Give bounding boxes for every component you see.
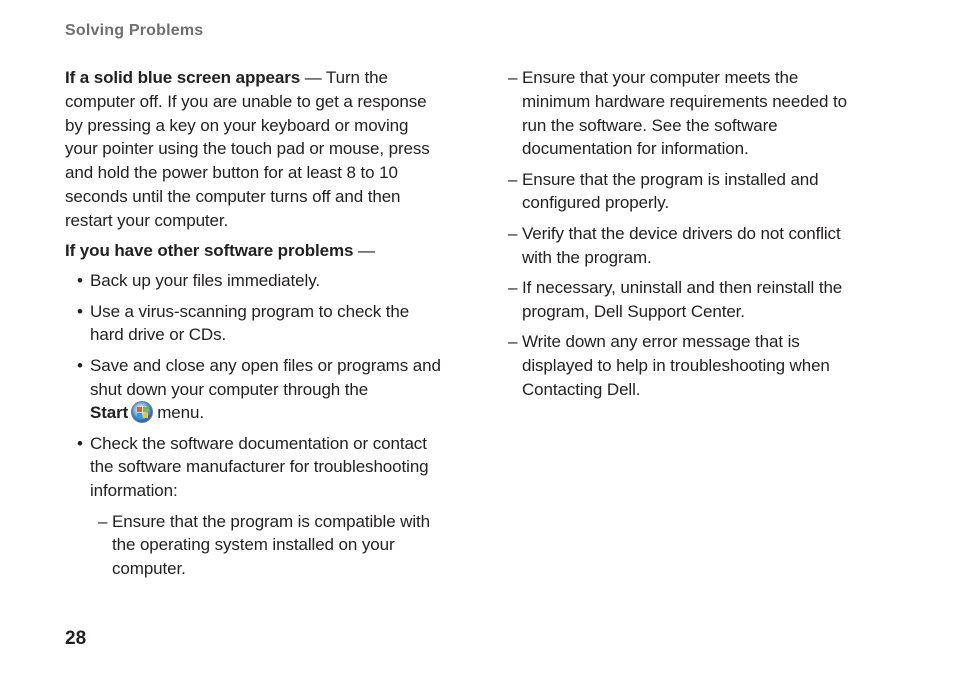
blue-screen-paragraph xyxy=(65,66,445,233)
blue-screen-text: — Turn the computer off. If you are unable to get a response by pressing a key on your keyboard or moving your pointer using the touch pad or mouse, press and hold the power button for at least 8 to 10 seconds until the computer turns off and then restart your computer. xyxy=(65,68,430,230)
other-software-heading: If you have other software problems xyxy=(65,241,354,261)
blue-screen-heading: If a solid blue screen appears xyxy=(65,68,301,87)
bullet-item xyxy=(65,432,445,503)
dash-text: If necessary, uninstall and then reinstall the program, Dell Support Center. xyxy=(522,277,843,321)
right-column xyxy=(508,66,868,408)
bullet-text: Save and close any open files or programs and shut down your computer through the xyxy=(90,355,441,399)
bullet-text: Check the software documentation or contact the software manufacturer for troubleshooting information: xyxy=(90,433,429,501)
bullet-mark: • xyxy=(77,271,83,291)
page-number: 28 xyxy=(65,628,87,649)
dash-mark: – xyxy=(508,68,518,87)
other-software-dash: — xyxy=(353,241,375,261)
left-column xyxy=(65,66,445,587)
dash-mark: – xyxy=(508,223,518,243)
dash-text: Ensure that your computer meets the minimum hardware requirements needed to run the software. See the software documentation for information. xyxy=(522,68,847,159)
bullet-text: Use a virus-scanning program to check the hard drive or CDs. xyxy=(90,301,410,345)
bullet-mark: • xyxy=(77,355,83,375)
dash-text: Verify that the device drivers do not conflict with the program. xyxy=(522,223,841,267)
bullet-item-start-menu xyxy=(65,354,445,425)
bullet-mark: • xyxy=(77,301,83,321)
section-header: Solving Problems xyxy=(65,22,204,39)
dash-item-nested xyxy=(98,510,445,581)
other-software-paragraph xyxy=(65,239,445,263)
dash-item xyxy=(508,66,868,161)
windows-start-orb-icon xyxy=(131,401,153,423)
dash-item xyxy=(508,222,868,270)
dash-item xyxy=(508,330,868,401)
dash-mark: – xyxy=(508,331,518,351)
dash-mark: – xyxy=(508,277,518,297)
dash-text: Write down any error message that is displayed to help in troubleshooting when Contacting Dell. xyxy=(522,331,830,399)
dash-text: Ensure that the program is compatible with the operating system installed on your computer. xyxy=(112,511,431,579)
dash-mark: – xyxy=(508,169,518,189)
dash-text: Ensure that the program is installed and configured properly. xyxy=(522,169,819,213)
menu-text: menu. xyxy=(157,403,204,423)
start-label: Start xyxy=(90,403,129,423)
bullet-item xyxy=(65,300,445,348)
dash-mark: – xyxy=(98,511,108,531)
bullet-mark: • xyxy=(77,433,83,453)
bullet-text: Back up your files immediately. xyxy=(90,271,320,291)
dash-item xyxy=(508,168,868,216)
dash-item xyxy=(508,276,868,324)
bullet-item xyxy=(65,269,445,293)
